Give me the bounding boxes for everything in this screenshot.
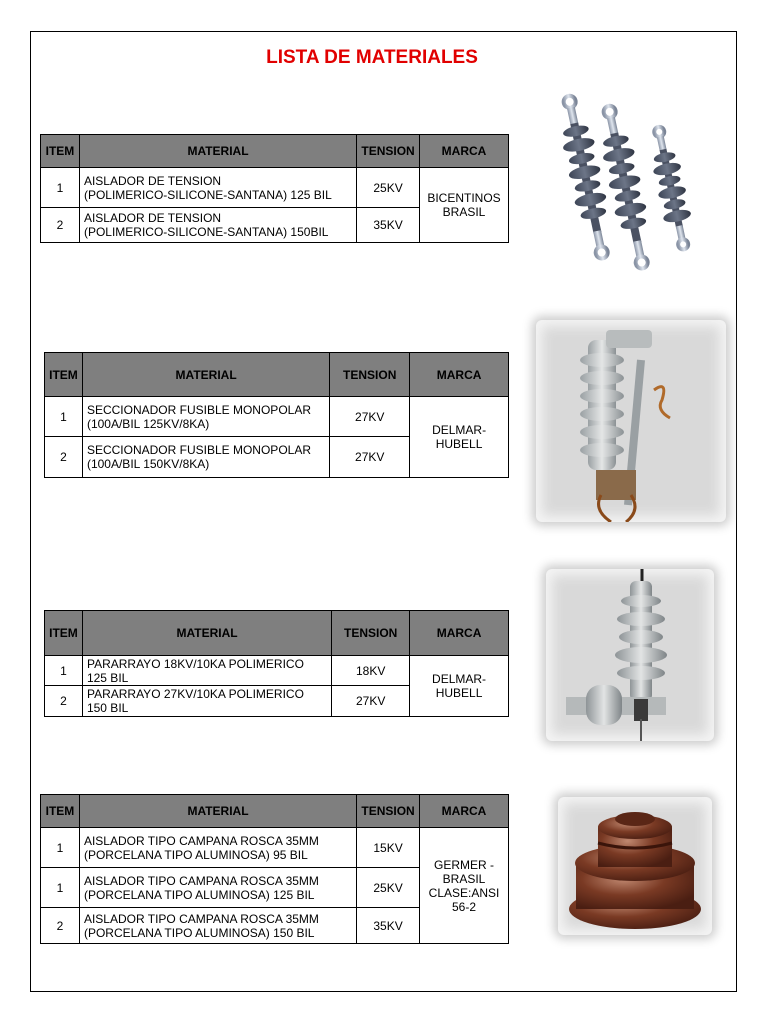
surge-arrester-image (546, 569, 714, 741)
item-cell: 1 (45, 656, 83, 686)
table-row (45, 656, 509, 686)
materials-table-2 (44, 352, 509, 478)
tension-cell: 25KV (357, 168, 420, 208)
tension-cell: 27KV (330, 397, 410, 437)
header-marca: MARCA (410, 353, 509, 397)
table-row (41, 828, 509, 868)
materials-table-3 (44, 610, 509, 717)
page-title: LISTA DE MATERIALES (266, 47, 478, 68)
header-tension: TENSION (357, 135, 420, 168)
header-material: MATERIAL (79, 135, 356, 168)
materials-table-4 (40, 794, 509, 944)
item-cell: 1 (41, 868, 80, 908)
header-marca: MARCA (420, 795, 509, 828)
item-cell: 2 (45, 437, 83, 478)
header-tension: TENSION (330, 353, 410, 397)
tension-cell: 27KV (330, 437, 410, 478)
table-row (45, 397, 509, 437)
material-cell: PARARRAYO 27KV/10KA POLIMERICO 150 BIL (82, 686, 331, 717)
item-cell: 1 (41, 828, 80, 868)
item-cell: 2 (41, 908, 80, 944)
material-cell: AISLADOR TIPO CAMPANA ROSCA 35MM (PORCELANA TIPO ALUMINOSA) 95 BIL (79, 828, 356, 868)
tension-cell: 15KV (357, 828, 420, 868)
material-cell: AISLADOR TIPO CAMPANA ROSCA 35MM (PORCELANA TIPO ALUMINOSA) 150 BIL (79, 908, 356, 944)
fuse-cutout-image (536, 320, 726, 522)
material-cell: SECCIONADOR FUSIBLE MONOPOLAR (100A/BIL 150KV/8KA) (82, 437, 329, 478)
material-cell: AISLADOR DE TENSION (POLIMERICO-SILICONE-SANTANA) 150BIL (79, 208, 356, 243)
porcelain-insulator-image (558, 797, 712, 935)
header-material: MATERIAL (79, 795, 356, 828)
item-cell: 2 (41, 208, 80, 243)
table-row (41, 168, 509, 208)
tension-cell: 35KV (357, 208, 420, 243)
polymeric-insulator-image (540, 90, 720, 280)
item-cell: 1 (41, 168, 80, 208)
item-cell: 1 (45, 397, 83, 437)
marca-cell: DELMAR- HUBELL (410, 656, 509, 717)
marca-cell: BICENTINOS BRASIL (420, 168, 509, 243)
header-material: MATERIAL (82, 353, 329, 397)
item-cell: 2 (45, 686, 83, 717)
marca-cell: DELMAR- HUBELL (410, 397, 509, 478)
header-tension: TENSION (332, 611, 410, 656)
header-marca: MARCA (410, 611, 509, 656)
tension-cell: 25KV (357, 868, 420, 908)
header-item: ITEM (41, 135, 80, 168)
header-tension: TENSION (357, 795, 420, 828)
marca-cell: GERMER - BRASIL CLASE:ANSI 56-2 (420, 828, 509, 944)
header-item: ITEM (45, 611, 83, 656)
header-material: MATERIAL (82, 611, 331, 656)
header-item: ITEM (45, 353, 83, 397)
material-cell: AISLADOR TIPO CAMPANA ROSCA 35MM (PORCELANA TIPO ALUMINOSA) 125 BIL (79, 868, 356, 908)
material-cell: PARARRAYO 18KV/10KA POLIMERICO 125 BIL (82, 656, 331, 686)
header-marca: MARCA (420, 135, 509, 168)
tension-cell: 35KV (357, 908, 420, 944)
material-cell: SECCIONADOR FUSIBLE MONOPOLAR (100A/BIL 125KV/8KA) (82, 397, 329, 437)
header-item: ITEM (41, 795, 80, 828)
materials-table-1 (40, 134, 509, 243)
tension-cell: 18KV (332, 656, 410, 686)
tension-cell: 27KV (332, 686, 410, 717)
material-cell: AISLADOR DE TENSION (POLIMERICO-SILICONE-SANTANA) 125 BIL (79, 168, 356, 208)
